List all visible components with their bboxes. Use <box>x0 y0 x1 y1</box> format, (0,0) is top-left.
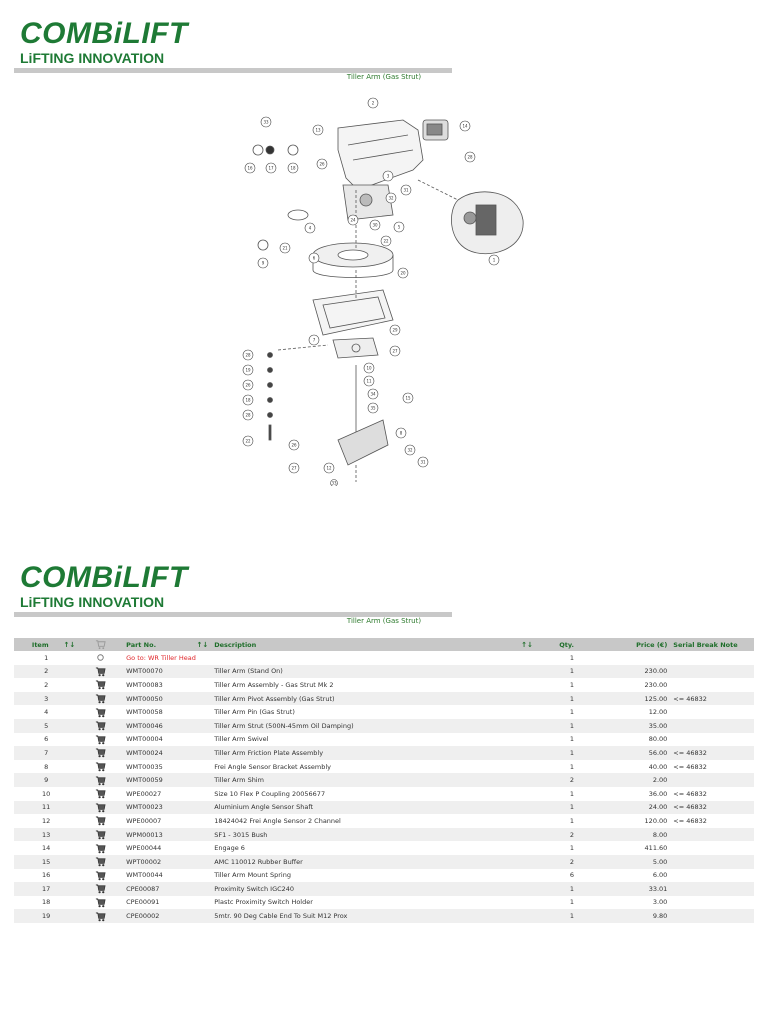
row-cart[interactable] <box>78 882 123 896</box>
row-part-no: WMT00004 <box>126 735 163 744</box>
row-note <box>670 705 754 719</box>
row-qty: 1 <box>569 789 574 798</box>
svg-text:6: 6 <box>312 255 316 261</box>
logo-tagline-2: LiFTING INNOVATION <box>20 594 165 610</box>
svg-text:27: 27 <box>291 465 297 471</box>
row-note <box>670 828 754 842</box>
svg-text:16: 16 <box>247 165 253 171</box>
row-note <box>670 733 754 747</box>
row-note <box>670 773 754 787</box>
row-part-no: WPE00027 <box>126 789 162 798</box>
logo-brand: COMBiLIFT <box>20 17 188 50</box>
row-description: Aluminium Angle Sensor Shaft <box>211 801 536 815</box>
row-part-no: WMT00059 <box>123 773 211 787</box>
row-part-no: WMT00058 <box>126 708 163 717</box>
row-qty: 2 <box>536 828 577 842</box>
row-part-no: WMT00024 <box>123 746 211 760</box>
row-price: 9.80 <box>577 909 670 923</box>
row-qty: 1 <box>536 801 577 815</box>
row-description: SF1 - 3015 Bush <box>211 828 536 842</box>
row-part-no: CPE00002 <box>123 909 211 923</box>
row-description: Tiller Arm Swivel <box>214 735 269 744</box>
table-row <box>14 814 754 828</box>
row-price: 56.00 <box>577 746 670 760</box>
table-row <box>14 828 754 842</box>
sort-icon[interactable]: ↑↓ <box>196 640 209 649</box>
row-note <box>670 678 754 692</box>
svg-text:13: 13 <box>315 127 321 133</box>
add-to-cart-icon[interactable] <box>95 788 106 799</box>
add-to-cart-icon[interactable] <box>95 829 106 840</box>
row-cart[interactable] <box>78 787 123 801</box>
add-to-cart-icon[interactable] <box>95 815 106 826</box>
svg-text:26: 26 <box>245 382 251 388</box>
table-row <box>14 665 754 679</box>
row-item: 12 <box>42 816 51 825</box>
add-to-cart-icon[interactable] <box>95 911 106 922</box>
row-item: 2 <box>14 665 78 679</box>
col-desc-label: Description <box>214 640 257 649</box>
row-price: 80.00 <box>648 735 668 744</box>
row-item: 6 <box>44 735 49 744</box>
svg-text:22: 22 <box>245 438 251 444</box>
parts-table <box>14 638 754 923</box>
add-to-cart-icon[interactable] <box>95 747 106 758</box>
table-row <box>14 869 754 883</box>
col-cart <box>78 638 123 651</box>
row-cart[interactable] <box>78 746 123 760</box>
row-note <box>670 719 754 733</box>
row-description: Tiller Arm (Stand On) <box>211 665 536 679</box>
row-item: 3 <box>14 692 78 706</box>
combilift-logo-2 <box>20 562 188 610</box>
row-qty: 2 <box>536 855 577 869</box>
table-row <box>14 882 754 896</box>
row-description: Tiller Arm Assembly - Gas Strut Mk 2 <box>214 680 334 689</box>
col-item-label: Item <box>31 640 49 649</box>
svg-text:24: 24 <box>350 217 356 223</box>
table-row <box>14 841 754 855</box>
row-price: 230.00 <box>577 665 670 679</box>
row-item: 1 <box>44 653 49 662</box>
add-to-cart-icon[interactable] <box>95 707 106 718</box>
svg-text:20: 20 <box>400 270 406 276</box>
row-price: 125.00 <box>577 692 670 706</box>
add-to-cart-icon[interactable] <box>95 870 106 881</box>
row-note: <= 46832 <box>673 816 707 825</box>
add-to-cart-icon[interactable] <box>95 843 106 854</box>
col-price: Price (€) <box>577 638 670 651</box>
add-to-cart-icon[interactable] <box>95 856 106 867</box>
col-note: Serial Break Note <box>670 638 754 651</box>
row-description: Plastc Proximity Switch Holder <box>214 898 313 907</box>
row-note <box>670 855 754 869</box>
row-description: Tiller Arm Mount Spring <box>214 871 291 880</box>
row-qty: 1 <box>569 762 574 771</box>
row-cart[interactable] <box>78 814 123 828</box>
row-item: 17 <box>14 882 78 896</box>
row-note <box>670 841 754 855</box>
table-row <box>14 651 754 665</box>
row-price: 2.00 <box>577 773 670 787</box>
row-part-no: CPE00091 <box>126 898 160 907</box>
svg-text:1: 1 <box>492 257 496 263</box>
row-item: 2 <box>44 680 49 689</box>
logo-brand-2: COMBiLIFT <box>20 561 188 594</box>
row-item: 14 <box>42 844 51 853</box>
row-note: <= 46832 <box>673 762 707 771</box>
svg-text:29: 29 <box>392 327 398 333</box>
row-qty: 1 <box>536 882 577 896</box>
svg-text:31: 31 <box>403 187 409 193</box>
table-row <box>14 787 754 801</box>
row-price: 33.01 <box>577 882 670 896</box>
row-qty: 1 <box>536 909 577 923</box>
row-item: 9 <box>14 773 78 787</box>
svg-text:7: 7 <box>312 337 316 343</box>
table-row <box>14 896 754 910</box>
row-cart[interactable] <box>78 869 123 883</box>
table-row <box>14 692 754 706</box>
svg-text:19: 19 <box>245 367 251 373</box>
row-note <box>670 869 754 883</box>
svg-text:34: 34 <box>370 391 376 397</box>
row-item: 19 <box>14 909 78 923</box>
row-note <box>670 665 754 679</box>
svg-text:14: 14 <box>462 123 468 129</box>
row-description: Tiller Arm Shim <box>211 773 536 787</box>
svg-text:28: 28 <box>467 154 473 160</box>
row-qty: 1 <box>536 719 577 733</box>
svg-text:3: 3 <box>386 173 390 179</box>
table-row <box>14 801 754 815</box>
row-part-no: WPM00013 <box>123 828 211 842</box>
col-part-label: Part No. <box>126 640 157 649</box>
row-part-no: CPE00087 <box>123 882 211 896</box>
svg-text:8: 8 <box>399 430 403 436</box>
add-to-cart-icon[interactable] <box>95 897 106 908</box>
row-item: 16 <box>42 871 51 880</box>
table-header-row <box>14 638 754 651</box>
svg-text:22: 22 <box>383 238 389 244</box>
sort-icon[interactable]: ↑↓ <box>521 640 533 649</box>
svg-text:17: 17 <box>268 165 274 171</box>
row-price: 40.00 <box>648 762 668 771</box>
svg-text:33: 33 <box>331 480 337 486</box>
row-price <box>577 651 670 665</box>
row-cart[interactable] <box>78 678 123 692</box>
row-description: Tiller Arm Friction Plate Assembly <box>211 746 536 760</box>
row-cart[interactable] <box>78 855 123 869</box>
sort-icon[interactable]: ↑↓ <box>63 640 76 649</box>
row-price: 120.00 <box>644 816 668 825</box>
page-title-2: Tiller Arm (Gas Strut) <box>346 617 422 625</box>
row-qty: 2 <box>536 773 577 787</box>
svg-text:18: 18 <box>290 165 296 171</box>
row-part-no: WMT00070 <box>123 665 211 679</box>
add-to-cart-icon[interactable] <box>95 693 106 704</box>
row-qty: 1 <box>536 692 577 706</box>
row-part-no: WMT00046 <box>123 719 211 733</box>
table-row <box>14 746 754 760</box>
row-description: 18424042 Frei Angle Sensor 2 Channel <box>214 816 341 825</box>
row-cart[interactable] <box>78 909 123 923</box>
row-description <box>211 651 536 665</box>
add-to-cart-icon[interactable] <box>95 720 106 731</box>
row-cart[interactable] <box>78 651 123 665</box>
combilift-logo <box>20 18 188 66</box>
row-price: 36.00 <box>648 789 668 798</box>
row-cart[interactable] <box>78 773 123 787</box>
goto-link-icon[interactable] <box>95 652 106 663</box>
svg-text:30: 30 <box>372 222 378 228</box>
row-price: 12.00 <box>648 708 668 717</box>
row-qty: 1 <box>569 680 574 689</box>
row-item: 8 <box>44 762 49 771</box>
row-description: Tiller Arm Pivot Assembly (Gas Strut) <box>211 692 536 706</box>
row-item: 13 <box>14 828 78 842</box>
row-item: 11 <box>14 801 78 815</box>
row-part-no: WPT00002 <box>123 855 211 869</box>
row-qty: 1 <box>569 735 574 744</box>
table-row <box>14 909 754 923</box>
svg-text:26: 26 <box>291 442 297 448</box>
row-part-no: WMT00035 <box>126 762 163 771</box>
svg-text:27: 27 <box>392 348 398 354</box>
row-item: 15 <box>14 855 78 869</box>
svg-text:26: 26 <box>319 161 325 167</box>
exploded-parts-diagram <box>238 90 528 486</box>
svg-text:28: 28 <box>245 412 251 418</box>
table-row <box>14 773 754 787</box>
col-description[interactable] <box>211 638 536 651</box>
row-cart[interactable] <box>78 665 123 679</box>
row-note <box>670 651 754 665</box>
svg-text:5: 5 <box>397 224 401 230</box>
row-part-no: WMT00083 <box>126 680 163 689</box>
row-qty: 1 <box>569 844 574 853</box>
row-description: Proximity Switch IGC240 <box>211 882 536 896</box>
row-note: <= 46832 <box>673 789 707 798</box>
row-cart[interactable] <box>78 828 123 842</box>
row-part-no: WPE00007 <box>126 816 162 825</box>
add-to-cart-icon[interactable] <box>95 802 106 813</box>
row-cart[interactable] <box>78 692 123 706</box>
add-to-cart-icon[interactable] <box>95 666 106 677</box>
row-note: <= 46832 <box>670 746 754 760</box>
row-cart[interactable] <box>78 801 123 815</box>
row-cart[interactable] <box>78 760 123 774</box>
row-price: 8.00 <box>577 828 670 842</box>
row-cart[interactable] <box>78 841 123 855</box>
add-to-cart-icon[interactable] <box>95 679 106 690</box>
table-row <box>14 855 754 869</box>
row-item: 10 <box>42 789 51 798</box>
row-note <box>670 909 754 923</box>
svg-text:32: 32 <box>388 195 394 201</box>
row-description: Size 10 Flex P Coupling 20056677 <box>214 789 326 798</box>
goto-link[interactable]: Go to: WR Tiller Head <box>126 653 196 662</box>
row-qty: 1 <box>536 665 577 679</box>
col-item[interactable] <box>14 638 78 651</box>
row-qty: 1 <box>569 708 574 717</box>
row-price: 411.60 <box>644 844 668 853</box>
row-part-no: WMT00023 <box>123 801 211 815</box>
svg-text:35: 35 <box>370 405 376 411</box>
table-row <box>14 678 754 692</box>
row-price: 35.00 <box>577 719 670 733</box>
table-row <box>14 705 754 719</box>
svg-text:10: 10 <box>366 365 372 371</box>
row-item: 4 <box>44 708 49 717</box>
row-cart[interactable] <box>78 719 123 733</box>
svg-text:31: 31 <box>420 459 426 465</box>
table-row <box>14 719 754 733</box>
add-to-cart-icon[interactable] <box>95 761 106 772</box>
svg-text:11: 11 <box>366 378 372 384</box>
svg-text:32: 32 <box>407 447 413 453</box>
row-price: 3.00 <box>652 898 668 907</box>
row-price: 5.00 <box>577 855 670 869</box>
row-qty: 1 <box>569 653 574 662</box>
row-description: Engage 6 <box>214 844 245 853</box>
row-note <box>670 882 754 896</box>
row-qty: 1 <box>536 746 577 760</box>
col-part-no[interactable] <box>123 638 211 651</box>
row-cart[interactable] <box>78 705 123 719</box>
svg-text:21: 21 <box>282 245 288 251</box>
svg-text:2: 2 <box>371 100 375 106</box>
row-cart[interactable] <box>78 733 123 747</box>
row-note: <= 46832 <box>670 801 754 815</box>
row-price: 230.00 <box>644 680 668 689</box>
table-row <box>14 733 754 747</box>
row-item: 5 <box>14 719 78 733</box>
add-to-cart-icon[interactable] <box>95 883 106 894</box>
row-cart[interactable] <box>78 896 123 910</box>
row-description: 5mtr. 90 Deg Cable End To Suit M12 Prox <box>211 909 536 923</box>
row-item: 18 <box>42 898 51 907</box>
table-row <box>14 760 754 774</box>
row-description: Tiller Arm Pin (Gas Strut) <box>214 708 295 717</box>
svg-text:15: 15 <box>405 395 411 401</box>
row-note <box>670 896 754 910</box>
cart-header-icon <box>95 639 106 650</box>
svg-text:18: 18 <box>245 397 251 403</box>
row-price: 6.00 <box>652 871 668 880</box>
svg-text:33: 33 <box>263 119 269 125</box>
row-qty: 6 <box>569 871 574 880</box>
row-description: AMC 110012 Rubber Buffer <box>211 855 536 869</box>
row-description: Tiller Arm Strut (500N-45mm Oil Damping) <box>211 719 536 733</box>
add-to-cart-icon[interactable] <box>95 734 106 745</box>
add-to-cart-icon[interactable] <box>95 775 106 786</box>
row-description: Frei Angle Sensor Bracket Assembly <box>214 762 331 771</box>
row-part-no: WMT00044 <box>126 871 163 880</box>
svg-text:28: 28 <box>245 352 251 358</box>
row-qty: 1 <box>569 898 574 907</box>
row-item: 7 <box>14 746 78 760</box>
svg-text:12: 12 <box>326 465 332 471</box>
row-price: 24.00 <box>577 801 670 815</box>
svg-text:4: 4 <box>308 225 312 231</box>
page-title: Tiller Arm (Gas Strut) <box>346 73 422 81</box>
row-note: <= 46832 <box>670 692 754 706</box>
svg-text:9: 9 <box>261 260 265 266</box>
logo-tagline: LiFTING INNOVATION <box>20 50 165 66</box>
row-part-no: WPE00044 <box>126 844 162 853</box>
col-qty: Qty. <box>536 638 577 651</box>
row-part-no: WMT00050 <box>123 692 211 706</box>
row-qty: 1 <box>569 816 574 825</box>
